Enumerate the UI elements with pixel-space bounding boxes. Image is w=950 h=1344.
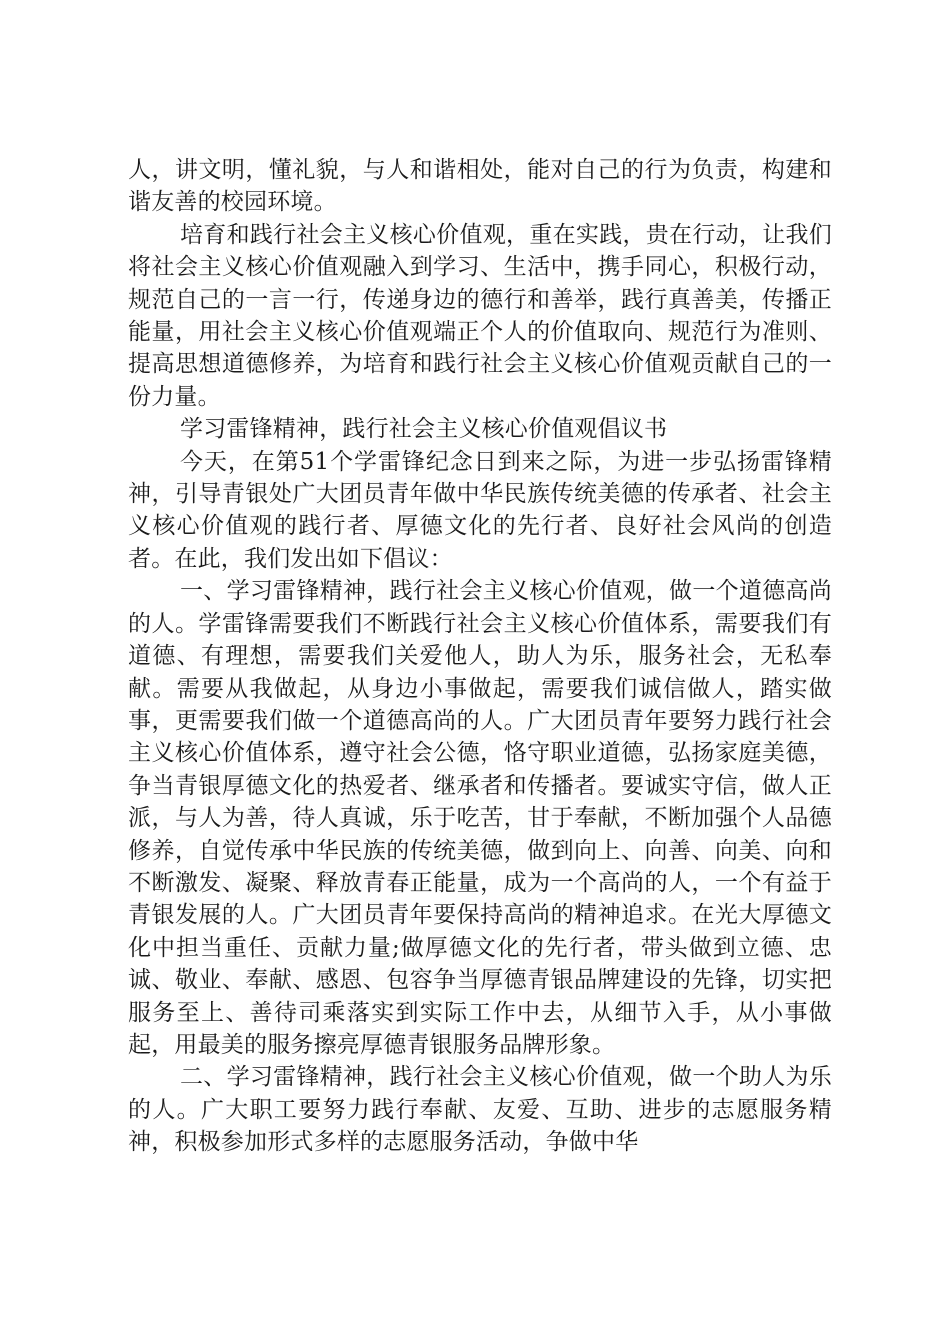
document-body bbox=[128, 154, 832, 1159]
paragraph: 人，讲文明，懂礼貌，与人和谐相处，能对自己的行为负责，构建和谐友善的校园环境。 bbox=[128, 157, 832, 216]
paragraph: 培育和践行社会主义核心价值观，重在实践，贵在行动，让我们将社会主义核心价值观融入到学习、生活中，携手同心，积极行动，规范自己的一言一行，传递身边的德行和善举，践行真善美，传播正能量，用社会主义核心价值观端正个人的价值取向、规范行为准则、提高思想道德修养，为培育和践行社会主义核心价值观贡献自己的一份力量。 bbox=[128, 221, 832, 410]
paragraph: 二、学习雷锋精神，践行社会主义核心价值观，做一个助人为乐的人。广大职工要努力践行奉献、友爱、互助、进步的志愿服务精神，积极参加形式多样的志愿服务活动，争做中华 bbox=[128, 1064, 832, 1156]
document-heading: 学习雷锋精神，践行社会主义核心价值观倡议书 bbox=[180, 416, 668, 443]
paragraph: 今天，在第51个学雷锋纪念日到来之际，为进一步弘扬雷锋精神，引导青银处广大团员青年做中华民族传统美德的传承者、社会主义核心价值观的践行者、厚德文化的先行者、良好社会风尚的创造者。在此，我们发出如下倡议： bbox=[128, 448, 832, 572]
paragraph: 一、学习雷锋精神，践行社会主义核心价值观，做一个道德高尚的人。学雷锋需要我们不断践行社会主义核心价值体系，需要我们有道德、有理想，需要我们关爱他人，助人为乐，服务社会，无私奉献。需要从我做起，从身边小事做起，需要我们诚信做人，踏实做事，更需要我们做一个道德高尚的人。广大团员青年要努力践行社会主义核心价值体系，遵守社会公德，恪守职业道德，弘扬家庭美德，争当青银厚德文化的热爱者、继承者和传播者。要诚实守信，做人正派，与人为善，待人真诚，乐于吃苦，甘于奉献，不断加强个人品德修养，自觉传承中华民族的传统美德，做到向上、向善、向美、向和不断激发、凝聚、释放青春正能量，成为一个高尚的人，一个有益于青银发展的人。广大团员青年要保持高尚的精神追求。在光大厚德文化中担当重任、贡献力量;做厚德文化的先行者，带头做到立德、忠诚、敬业、奉献、感恩、包容争当厚德青银品牌建设的先锋，切实把服务至上、善待司乘落实到实际工作中去，从细节入手，从小事做起，用最美的服务擦亮厚德青银服务品牌形象。 bbox=[128, 578, 832, 1058]
